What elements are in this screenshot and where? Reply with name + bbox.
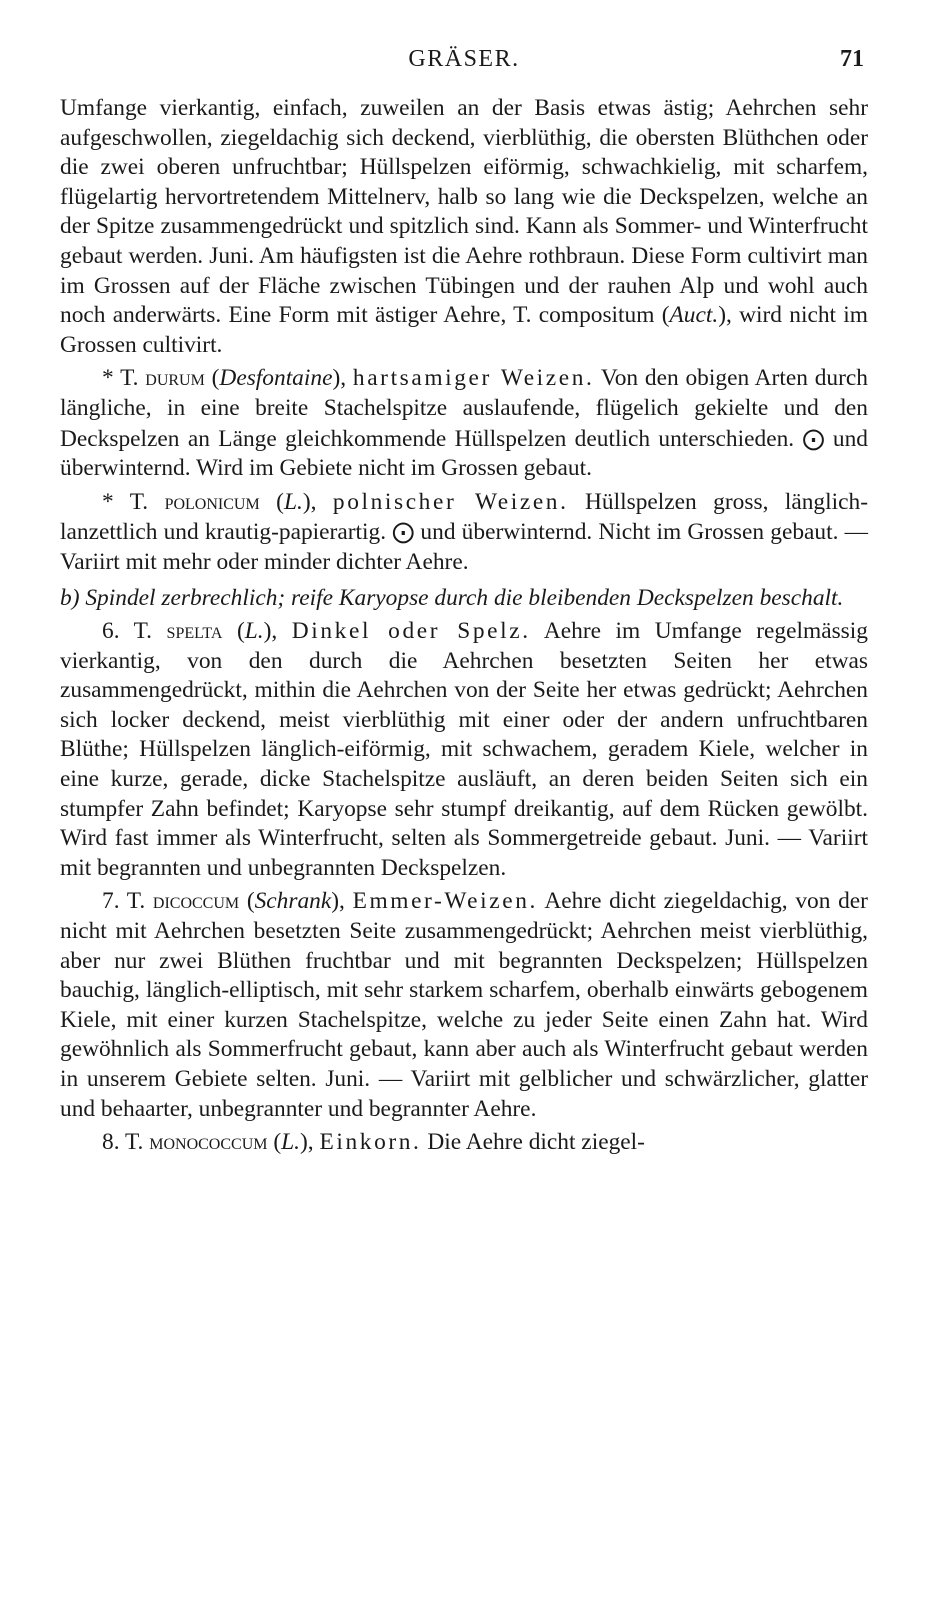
paren-open: (	[273, 1129, 282, 1156]
section-subheading	[60, 584, 868, 614]
annual-symbol-icon: ⨀	[802, 425, 825, 451]
species-name: dicoccum	[152, 888, 240, 915]
common-name: Dinkel oder Spelz.	[291, 618, 531, 645]
entry-marker: 8. T.	[102, 1129, 144, 1156]
paren-open: (	[236, 618, 245, 645]
entry-triticum-dicoccum	[60, 887, 868, 1124]
common-name: Emmer-Weizen.	[352, 888, 538, 915]
entry-text: und überwinternd. Nicht im Grossen gebaut. — Variirt mit mehr oder minder dichter Aehre.	[60, 519, 869, 575]
paren-close: ),	[302, 488, 317, 515]
paren-open: (	[246, 888, 255, 915]
entry-text: und überwinternd. Wird im Gebiete nicht im Grossen gebaut.	[60, 425, 868, 482]
entry-marker: 7. T.	[102, 888, 146, 915]
entry-text: Von den obigen Arten durch längliche, in eine breite Stachelspitze auslaufende, flügelich gekielte und den Deckspelzen an Länge gleichkommende Hüllspelzen deutlich unterschieden.	[60, 365, 868, 452]
common-name: hartsamiger Weizen.	[352, 365, 595, 392]
entry-marker: * T.	[102, 488, 149, 515]
species-name: spelta	[166, 618, 223, 645]
author-citation: Desfontaine	[219, 365, 333, 392]
common-name: Einkorn.	[319, 1129, 422, 1156]
entry-text: Die Aehre dicht ziegel-	[427, 1129, 645, 1156]
entry-marker: * T.	[102, 365, 139, 392]
species-name: monococcum	[149, 1129, 268, 1156]
subheading-text: Spindel zerbrechlich; reife Karyopse durch die bleibenden Deckspelzen beschalt.	[85, 584, 844, 611]
author-citation: Auct.	[669, 302, 719, 329]
common-name: polnischer Weizen.	[332, 488, 569, 515]
entry-triticum-monococcum	[60, 1128, 868, 1158]
entry-text: Aehre im Umfange regelmässig vierkantig, von den durch die Aehrchen besetzten Seiten her etwas zusammengedrückt, mithin die Aehrchen von der Seite her etwas gedrückt; Aehrchen sich locker deckend, meist vierblüthig mit einer oder der andern unfruchtbaren Blüthe; Hüllspelzen länglich-eiförmig, mit schwachem, geradem Kiele, welcher in eine kurze, gerade, dicke Stachelspitze ausläuft, an deren beiden Seiten sich ein stumpfer Zahn befindet; Karyopse sehr stumpf dreikantig, auf dem Rücken gewölbt. Wird fast immer als Winterfrucht, selten als Sommergetreide gebaut. Juni. — Variirt mit begrannten und unbegrannten Deckspelzen.	[60, 618, 868, 881]
paren-close: ),	[300, 1129, 314, 1156]
paragraph-text: ), wird nicht im Grossen cultivirt.	[60, 302, 868, 358]
running-title: GRÄSER.	[408, 46, 520, 72]
paragraph-text: Umfange vierkantig, einfach, zuweilen an der Basis etwas ästig; Aehrchen sehr aufgeschwollen, ziegeldachig sich deckend, vierblüthig, die obersten Blüthchen oder die zwei oberen unfruchtbar; Hüllspelzen eiförmig, schwachkielig, mit scharfem, flügelartig hervortretendem Mittelnerv, halb so lang wie die Deckspelzen, welche an der Spitze zusammengedrückt und spitzlich sind. Kann als Sommer- und Winterfrucht gebaut werden. Juni. Am häufigsten ist die Aehre rothbraun. Diese Form cultivirt man im Grossen auf der Fläche zwischen Tübingen und der rauhen Alp und wohl auch noch anderwärts. Eine Form mit ästiger Aehre, T. compositum (	[60, 95, 868, 329]
entry-triticum-spelta	[60, 617, 868, 883]
entry-triticum-polonicum	[60, 488, 868, 578]
subheading-label: b)	[60, 584, 80, 611]
paragraph-triticum-continued	[60, 94, 868, 360]
entry-marker: 6. T.	[102, 618, 153, 645]
annual-symbol-icon: ⨀	[392, 519, 415, 545]
entry-text: Hüllspelzen gross, länglich-lanzettlich und krautig-papierartig.	[60, 488, 868, 546]
entry-text: Aehre dicht ziegeldachig, von der nicht mit Aehrchen besetzten Seite zusammengedrückt; Aehrchen meist vierblüthig, aber nur zwei Blüthen fruchtbar und mit begrannten Deckspelzen; Hüllspelzen bauchig, länglich-elliptisch, mit sehr starkem scharfem, oberhalb einwärts gebogenem Kiele, mit einer kurzen Stachelspitze, welche zu jeder Seite einen Zahn hat. Wird gewöhnlich als Sommerfrucht gebaut, kann aber auch als Winterfrucht gebaut werden in unserem Gebiete selten. Juni. — Variirt mit gelblicher und schwärzlicher, glatter und behaarter, unbegrannter und begrannter Aehre.	[60, 888, 868, 1122]
paren-close: ),	[263, 618, 278, 645]
paren-open: (	[211, 365, 220, 392]
species-name: polonicum	[164, 488, 260, 515]
entry-triticum-durum	[60, 364, 868, 483]
page-body	[60, 94, 868, 1158]
paren-close: ),	[332, 365, 347, 392]
author-citation: L.	[281, 1129, 300, 1156]
author-citation: L.	[283, 488, 303, 515]
page-number: 71	[840, 46, 864, 72]
paren-close: ),	[331, 888, 345, 915]
author-citation: Schrank	[254, 888, 332, 915]
species-name: durum	[145, 365, 205, 392]
page-header	[60, 40, 868, 90]
paren-open: (	[276, 488, 284, 515]
author-citation: L.	[244, 618, 264, 645]
